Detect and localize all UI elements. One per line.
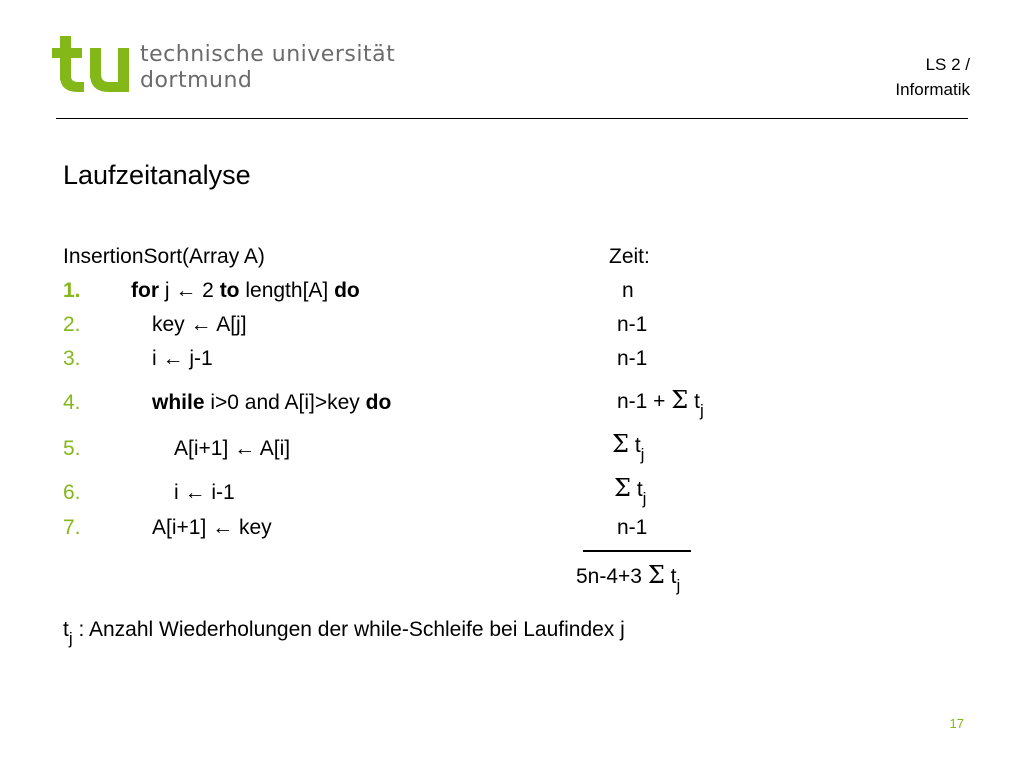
sum-prefix: 5n-4+3 — [576, 565, 642, 588]
tu-logo-icon — [52, 36, 132, 92]
code-line-7: A[i+1] ← key — [152, 516, 272, 539]
chair-label — [895, 52, 970, 102]
note-t: t — [63, 618, 69, 641]
code-text: length[A] — [239, 279, 335, 302]
time-line-5 — [612, 430, 645, 464]
keyword-to: to — [219, 279, 240, 302]
time-subscript: j — [640, 445, 645, 464]
line-number: 4. — [63, 391, 81, 414]
time-line-7: n-1 — [617, 516, 648, 539]
time-line-4 — [617, 386, 704, 420]
line-number: 3. — [63, 347, 81, 370]
time-t: t — [694, 390, 700, 413]
keyword-for: for — [131, 279, 159, 302]
line-number: 6. — [63, 481, 81, 504]
note-text: : Anzahl Wiederholungen der while-Schleife bei Laufindex j — [78, 618, 625, 641]
code-text: i>0 and A[i]>key — [204, 391, 366, 414]
page-title: Laufzeitanalyse — [63, 160, 251, 190]
line-number: 7. — [63, 516, 81, 539]
time-line-2: n-1 — [617, 313, 648, 336]
logo-line-1: technische universität — [140, 42, 396, 67]
chair-line-2: Informatik — [895, 80, 970, 99]
logo-text — [140, 42, 395, 94]
code-line-3: i ← j-1 — [152, 347, 213, 370]
sigma-icon: Σ — [612, 430, 629, 458]
code-line-5: A[i+1] ← A[i] — [174, 437, 291, 460]
time-line-3: n-1 — [617, 347, 648, 370]
sum-divider — [583, 550, 691, 552]
sum-subscript: j — [676, 576, 681, 595]
time-subscript: j — [642, 489, 647, 508]
sum-t: t — [670, 565, 677, 588]
sigma-icon: Σ — [647, 561, 665, 589]
keyword-do: do — [334, 279, 360, 302]
time-line-6 — [614, 474, 647, 508]
time-subscript: j — [699, 401, 704, 420]
sigma-icon: Σ — [614, 474, 631, 502]
time-prefix: n-1 + — [617, 390, 666, 413]
logo-line-2: dortmund — [140, 68, 253, 93]
code-text: j ← 2 — [159, 279, 220, 302]
line-number: 2. — [63, 313, 81, 336]
time-t: t — [634, 434, 641, 457]
time-total — [576, 561, 681, 595]
code-line-2: key ← A[j] — [152, 313, 247, 336]
algorithm-signature: InsertionSort(Array A) — [63, 245, 265, 268]
time-line-1: n — [622, 279, 634, 302]
code-line-6: i ← i-1 — [174, 481, 235, 504]
keyword-do: do — [365, 391, 392, 414]
time-header: Zeit: — [609, 245, 650, 268]
page-number: 17 — [949, 716, 964, 731]
definition-note — [63, 618, 625, 648]
chair-line-1: LS 2 / — [925, 55, 970, 74]
note-subscript: j — [68, 629, 73, 648]
code-line-1 — [131, 279, 360, 303]
keyword-while: while — [152, 391, 205, 414]
line-number: 1. — [63, 279, 81, 302]
time-t: t — [636, 478, 643, 501]
code-line-4 — [152, 391, 391, 415]
line-number: 5. — [63, 437, 81, 460]
header-divider — [56, 118, 968, 119]
sigma-icon: Σ — [671, 386, 689, 414]
